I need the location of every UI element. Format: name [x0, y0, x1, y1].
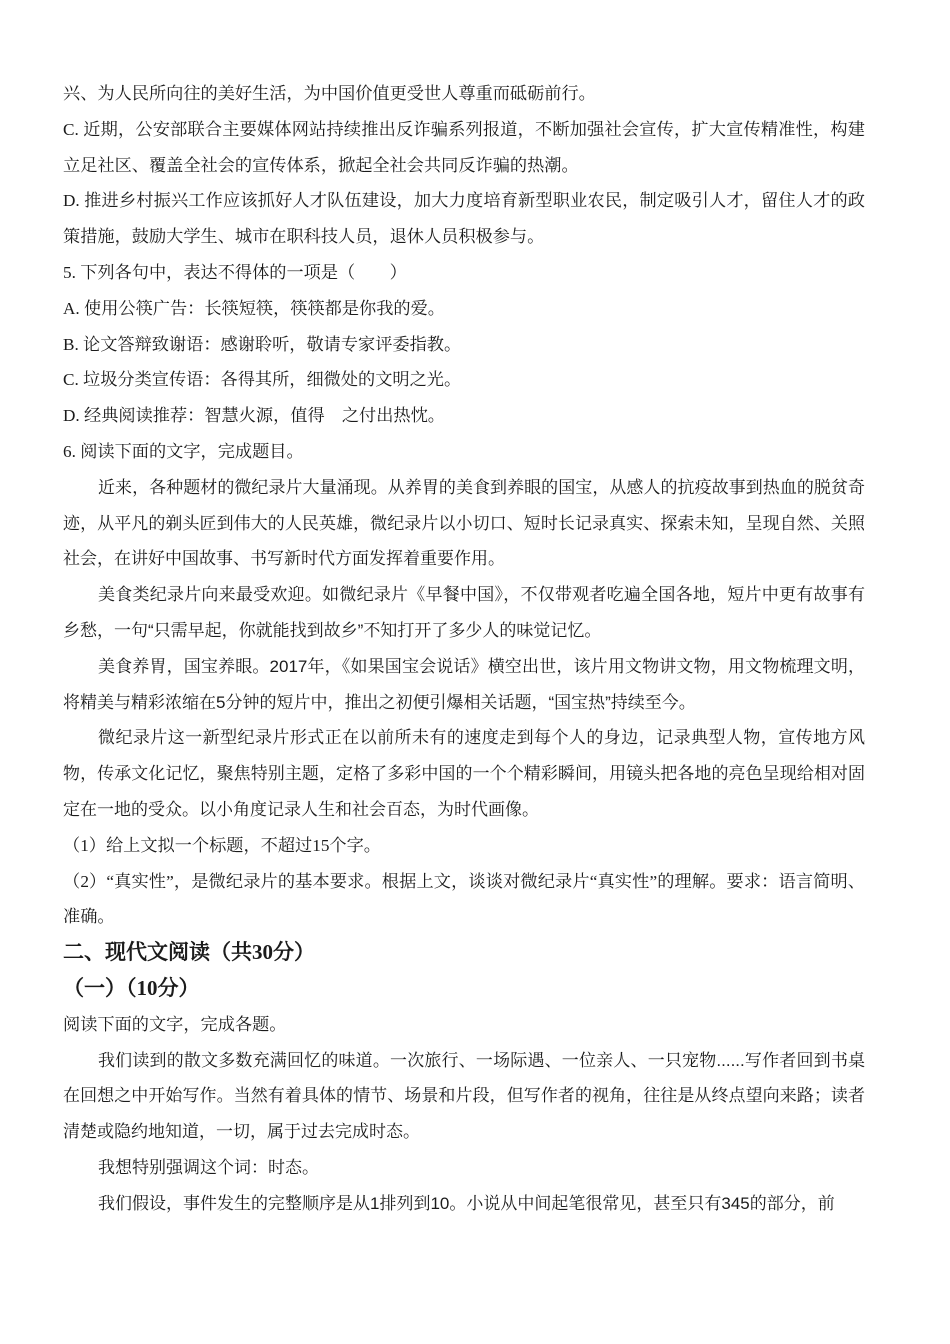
- paragraph-11: 美食类纪录片向来最受欢迎。如微纪录片《早餐中国》，不仅带观者吃遍全国各地，短片中更有故事有乡愁，一句“只需早起，你就能找到故乡”不知打开了多少人的味觉记忆。: [63, 585, 865, 640]
- paragraph-2: C. 近期，公安部联合主要媒体网站持续推出反诈骗系列报道，不断加强社会宣传，扩大宣传精准性，构建立足社区、覆盖全社会的宣传体系，掀起全社会共同反诈骗的热潮。: [63, 119, 865, 175]
- paragraph-6: B. 论文答辩致谢语：感谢聆听，敬请专家评委指教。: [63, 334, 462, 354]
- paragraph-9: 6. 阅读下面的文字，完成题目。: [63, 441, 304, 461]
- paragraph-7: C. 垃圾分类宣传语：各得其所，细微处的文明之光。: [63, 370, 462, 390]
- paragraph-19: 我们读到的散文多数充满回忆的味道。一次旅行、一场际遇、一位亲人、一只宠物......写作者回到书桌在回想之中开始写作。当然有着具体的情节、场景和片段，但写作者的视角，往往是从终点望向来路；读者清楚或隐约地知道，一切，属于过去完成时态。: [63, 1050, 865, 1142]
- paragraph-21: 我们假设，事件发生的完整顺序是从1排列到10。小说从中间起笔很常见，甚至只有345的部分，前: [98, 1193, 835, 1213]
- paragraph-20: 我想特别强调这个词：时态。: [98, 1157, 319, 1177]
- paragraph-15: （2）“真实性”，是微纪录片的基本要求。根据上文，谈谈对微纪录片“真实性”的理解。要求：语言简明、准确。: [63, 871, 865, 927]
- paragraph-12: 美食养胃，国宝养眼。2017年，《如果国宝会说话》横空出世，该片用文物讲文物，用文物梳理文明，将精美与精彩浓缩在5分钟的短片中，推出之初便引爆相关话题，“国宝热”持续至今。: [63, 656, 865, 712]
- paragraph-5: A. 使用公筷广告：长筷短筷，筷筷都是你我的爱。: [63, 298, 445, 318]
- paragraph-16: 二、现代文阅读（共30分）: [63, 940, 315, 965]
- paragraph-1: 兴、为人民所向往的美好生活，为中国价值更受世人尊重而砥砺前行。: [63, 84, 596, 103]
- paragraph-18: 阅读下面的文字，完成各题。: [63, 1014, 287, 1034]
- paragraph-10: 近来，各种题材的微纪录片大量涌现。从养胃的美食到养眼的国宝，从感人的抗疫故事到热血的脱贫奇迹，从平凡的剃头匠到伟大的人民英雄，微纪录片以小切口、短时长记录真实、探索未知，呈现自然、关照社会，在讲好中国故事、书写新时代方面发挥着重要作用。: [63, 477, 865, 569]
- paragraph-4: 5. 下列各句中，表达不得体的一项是（ ）: [63, 262, 407, 282]
- paragraph-8: D. 经典阅读推荐：智慧火源，值得 之付出热忱。: [63, 406, 445, 426]
- paragraph-14: （1）给上文拟一个标题，不超过15个字。: [63, 835, 381, 855]
- paragraph-17: （一）（10分）: [63, 975, 200, 1000]
- paragraph-3: D. 推进乡村振兴工作应该抓好人才队伍建设，加大力度培育新型职业农民，制定吸引人才，留住人才的政策措施，鼓励大学生、城市在职科技人员，退休人员积极参与。: [63, 191, 865, 247]
- paragraph-13: 微纪录片这一新型纪录片形式正在以前所未有的速度走到每个人的身边，记录典型人物，宣传地方风物，传承文化记忆，聚焦特别主题，定格了多彩中国的一个个精彩瞬间，用镜头把各地的亮色呈现给相对固定在一地的受众。以小角度记录人生和社会百态，为时代画像。: [63, 728, 865, 819]
